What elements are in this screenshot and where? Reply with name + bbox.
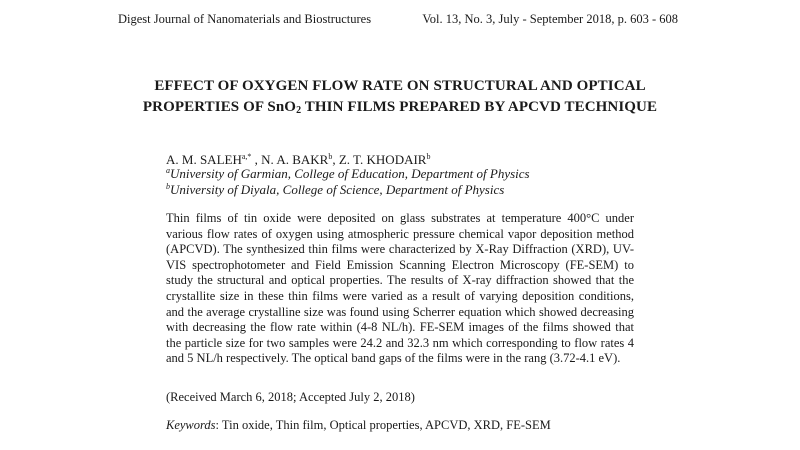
title-line-2-end: THIN FILMS PREPARED BY APCVD TECHNIQUE [301, 99, 658, 115]
title-line-2-start: PROPERTIES OF SnO [142, 99, 297, 115]
affiliation-text: University of Garmian, College of Education, Department of Physics [170, 166, 530, 181]
issue-info: Vol. 13, No. 3, July - September 2018, p. 603 - 608 [422, 12, 678, 26]
affiliation-mark: b [166, 182, 170, 191]
title-subscript: 2 [296, 105, 302, 116]
author-name: Z. T. KHODAIR [338, 152, 427, 167]
author-affil-mark: b [328, 152, 333, 161]
keywords-list: : Tin oxide, Thin film, Optical properties, APCVD, XRD, FE-SEM [215, 418, 551, 432]
affiliation-mark: a [166, 166, 170, 175]
received-dates: (Received March 6, 2018; Accepted July 2, 2018) [166, 390, 415, 404]
keywords-label: Keywords [166, 418, 216, 432]
paper-title [100, 76, 700, 118]
affiliation-a [166, 166, 530, 182]
author-name: A. M. SALEH [166, 152, 242, 167]
author-separator: , [251, 152, 262, 167]
author-name: N. A. BAKR [261, 152, 329, 167]
author-affil-mark: b [426, 152, 431, 161]
affiliations [166, 166, 530, 198]
title-line-1: EFFECT OF OXYGEN FLOW RATE ON STRUCTURAL AND OPTICAL [154, 78, 646, 94]
abstract-text: Thin films of tin oxide were deposited on glass substrates at temperature 400°C under various flow rates of oxygen using atmospheric pressure chemical vapor deposition method (APCVD). The synthesized thin films were characterized by X-Ray Diffraction (XRD), UV-VIS spectrophotometer and Field Emission Scanning Electron Microscopy (FE-SEM) to study the structural and optical properties. The results of X-ray diffraction showed that the crystallite size in these thin films were varied as a result of varying deposition conditions, and the average crystalline size was found using Scherrer equation which showed decreasing with decreasing the flow rate within (4-8 NL/h). FE-SEM images of the films showed that the particle size for two samples were 24.2 and 32.3 nm which corresponding to flow rates 4 and 5 NL/h respectively. The optical band gaps of the films were in the rang (3.72-4.1 eV). [166, 211, 634, 366]
author-affil-mark: a,* [241, 152, 252, 161]
title-line-2 [100, 97, 700, 118]
running-header [118, 12, 678, 27]
journal-name: Digest Journal of Nanomaterials and Biostructures [118, 12, 372, 26]
affiliation-text: University of Diyala, College of Science, Department of Physics [170, 182, 505, 197]
keywords [166, 417, 551, 433]
affiliation-b [166, 182, 530, 198]
author-separator: , [332, 152, 339, 167]
